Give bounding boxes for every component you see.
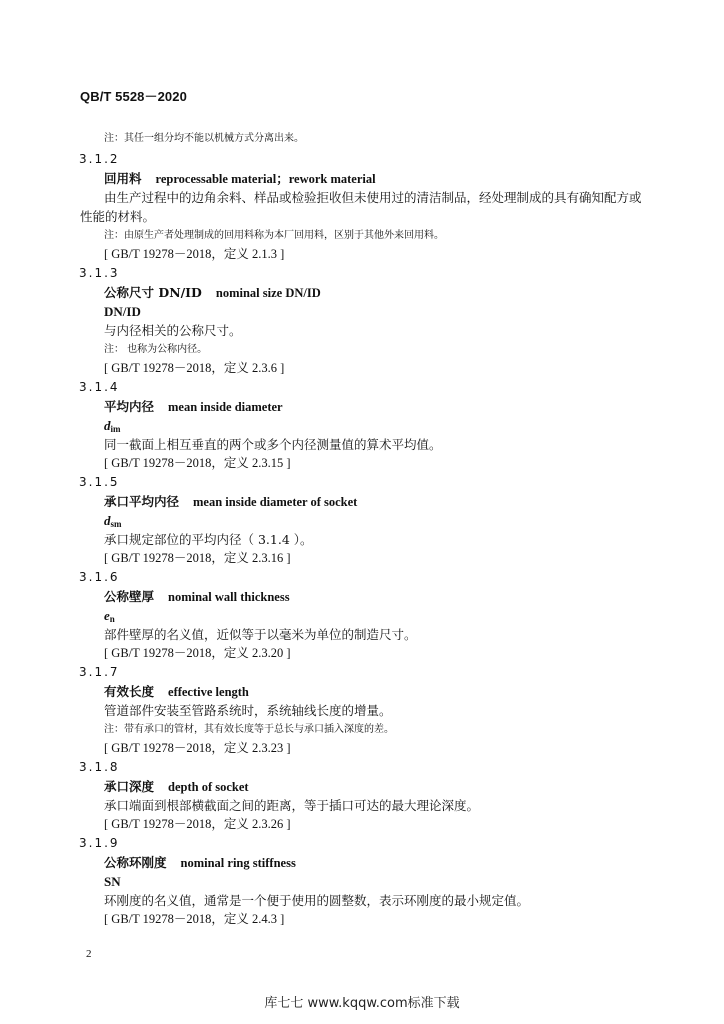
term-title [104,682,724,701]
term-title-zh: 回用料 [104,171,142,186]
term-title [104,777,724,796]
term-number: 3.1.3 [79,266,120,280]
term-title [104,587,724,606]
standard-code-header [80,86,187,105]
term-3-1-4 [0,378,724,473]
standard-code-prefix: QB/T [80,89,112,104]
term-source: [ GB/T 19278－2018，定义 2.4.3 ] [104,912,285,926]
term-title-en: nominal wall thickness [168,590,290,604]
term-number: 3.1.4 [79,380,120,394]
watermark-footer: 库七七 www.kqqw.com标准下载 [264,996,460,1011]
page-number: 2 [86,948,92,960]
term-definition: 由生产过程中的边角余料、样品或检验拒收但未使用过的清洁制品，经处理制成的具有确知配方或 [104,190,642,205]
term-definition: 部件壁厚的名义值，近似等于以毫米为单位的制造尺寸。 [104,627,417,642]
term-definition: 同一截面上相互垂直的两个或多个内径测量值的算术平均值。 [104,437,442,452]
term-symbol [104,416,724,435]
top-note: 注：其任一组分均不能以机械方式分离出来。 [104,133,304,144]
symbol-base: d [104,513,111,528]
term-symbol: SN [104,874,121,889]
term-3-1-3 [0,264,724,378]
symbol-base: d [104,418,111,433]
term-number: 3.1.8 [79,760,120,774]
term-definition-continued: 性能的材料。 [80,209,156,224]
term-title-en: depth of socket [168,780,249,794]
term-title-zh: 公称环刚度 [104,855,167,870]
term-title [104,283,724,302]
term-source: [ GB/T 19278－2018，定义 2.3.26 ] [104,817,291,831]
term-number: 3.1.9 [79,836,120,850]
term-3-1-6 [0,568,724,663]
standard-code-number: 5528－2020 [115,89,187,104]
term-symbol [104,606,724,625]
term-title-zh: 公称尺寸 DN/ID [104,285,202,300]
term-title [104,853,724,872]
term-source: [ GB/T 19278－2018，定义 2.3.16 ] [104,551,291,565]
term-note: 注： 也称为公称内径。 [104,344,208,355]
term-definition: 承口规定部位的平均内径（ 3.1.4 ）。 [104,532,313,547]
symbol-subscript: n [109,614,115,624]
term-3-1-8 [0,758,724,834]
terms-content [0,130,724,929]
term-number: 3.1.5 [79,475,120,489]
term-title-en: nominal size DN/ID [215,286,321,300]
term-number: 3.1.2 [79,152,120,166]
term-title-en: reprocessable material；rework material [155,172,376,186]
term-source: [ GB/T 19278－2018，定义 2.3.6 ] [104,361,285,375]
symbol-subscript: im [110,424,121,434]
term-definition: 管道部件安装至管路系统时，系统轴线长度的增量。 [104,703,392,718]
term-title-zh: 有效长度 [104,684,155,699]
term-title [104,169,724,188]
term-title-en: mean inside diameter of socket [193,495,358,509]
term-source: [ GB/T 19278－2018，定义 2.3.15 ] [104,456,291,470]
term-title-en: nominal ring stiffness [180,856,296,870]
term-note: 注：带有承口的管材，其有效长度等于总长与承口插入深度的差。 [104,724,394,735]
term-title-zh: 承口平均内径 [104,494,180,509]
term-title-en: mean inside diameter [168,400,283,414]
term-definition: 与内径相关的公称尺寸。 [104,323,242,338]
term-3-1-5 [0,473,724,568]
term-title-en: effective length [168,685,249,699]
term-3-1-2 [0,150,724,264]
term-title [104,397,724,416]
term-number: 3.1.6 [79,570,120,584]
symbol-subscript: sm [110,519,122,529]
symbol-base: e [104,608,110,623]
term-symbol: DN/ID [104,304,141,319]
term-3-1-7 [0,663,724,758]
term-definition: 承口端面到根部横截面之间的距离，等于插口可达的最大理论深度。 [104,798,480,813]
term-number: 3.1.7 [79,665,120,679]
term-title-zh: 公称壁厚 [104,589,155,604]
term-source: [ GB/T 19278－2018，定义 2.3.23 ] [104,741,291,755]
term-definition: 环刚度的名义值，通常是一个便于使用的圆整数，表示环刚度的最小规定值。 [104,893,530,908]
term-title-zh: 平均内径 [104,399,155,414]
term-symbol [104,511,724,530]
term-3-1-9 [0,834,724,929]
term-note: 注：由原生产者处理制成的回用料称为本厂回用料，区别于其他外来回用料。 [104,230,444,241]
term-title-zh: 承口深度 [104,779,155,794]
term-title [104,492,724,511]
term-source: [ GB/T 19278－2018，定义 2.1.3 ] [104,247,285,261]
term-source: [ GB/T 19278－2018，定义 2.3.20 ] [104,646,291,660]
